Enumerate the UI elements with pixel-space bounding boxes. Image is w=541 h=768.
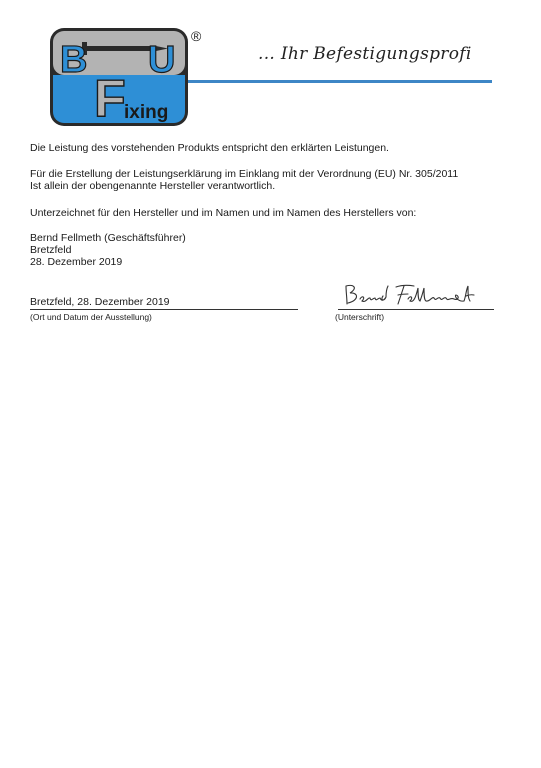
signature-rule: [338, 309, 494, 310]
place-date-caption: (Ort und Datum der Ausstellung): [30, 312, 152, 322]
registered-trademark-mark: ®: [191, 28, 202, 44]
header-rule: [188, 80, 492, 83]
logo-letter-u: U: [148, 39, 176, 81]
logo-word-ixing: ixing: [124, 102, 169, 123]
logo-letter-b: B: [60, 39, 88, 81]
bfu-fixing-logo: [50, 28, 188, 126]
text-line: Die Leistung des vorstehenden Produkts entspricht den erklärten Leistungen.: [30, 142, 389, 154]
signed-for-statement: [30, 207, 416, 219]
signature-caption: (Unterschrift): [335, 312, 385, 322]
handwritten-signature: [342, 282, 476, 308]
company-tagline: ... Ihr Befestigungsprofi: [258, 44, 472, 64]
text-line: Für die Erstellung der Leistungserklärung im Einklang mit der Verordnung (EU) Nr. 305/2011: [30, 168, 459, 180]
logo-letter-f: F: [94, 70, 126, 126]
responsibility-statement: [30, 168, 458, 192]
place-date-rule: [30, 309, 298, 310]
signature-block: [30, 286, 494, 326]
signatory-name: Bernd Fellmeth (Geschäftsführer): [30, 232, 186, 244]
performance-statement: [30, 142, 389, 154]
text-line: Unterzeichnet für den Hersteller und im Namen und im Namen des Herstellers von:: [30, 207, 417, 219]
text-line: Ist allein der obengenannte Hersteller verantwortlich.: [30, 180, 276, 192]
signatory-date: 28. Dezember 2019: [30, 256, 123, 268]
signatory-place: Bretzfeld: [30, 244, 72, 256]
place-and-date: Bretzfeld, 28. Dezember 2019: [30, 296, 170, 308]
signatory-details: [30, 232, 186, 268]
